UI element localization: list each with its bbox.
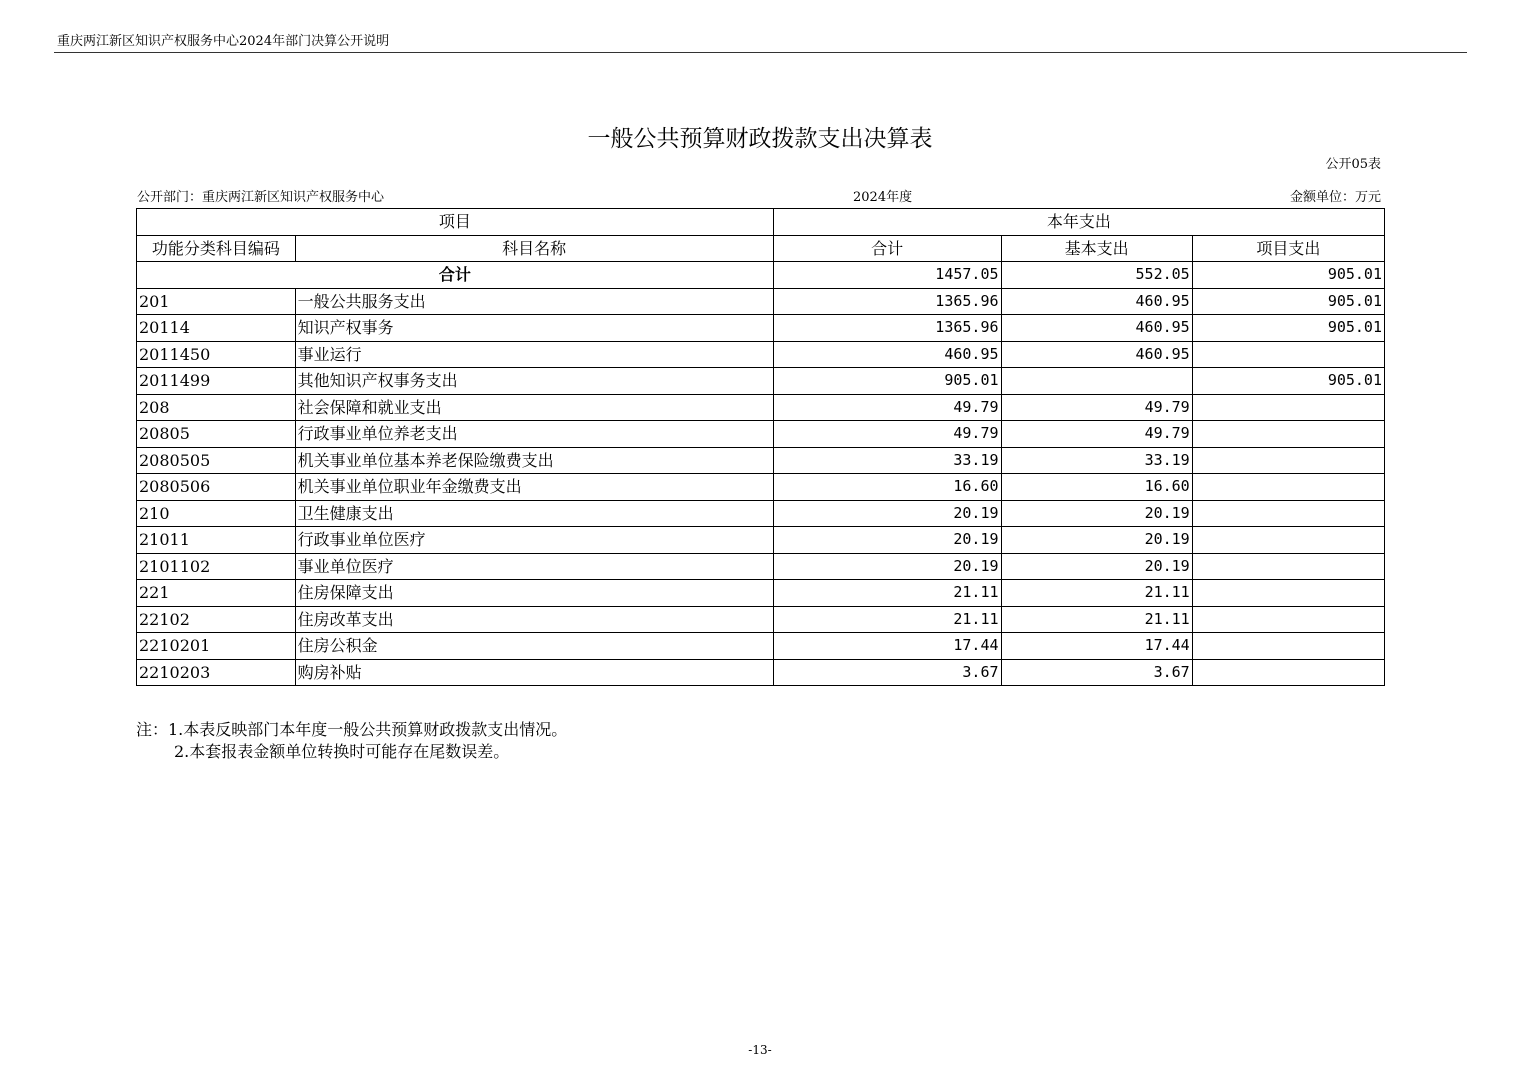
table-row [137,447,1385,474]
subject-name-cell: 购房补贴 [295,659,773,686]
footnotes [136,719,567,763]
total-row-label: 合计 [137,262,774,289]
subject-name-cell: 知识产权事务 [295,315,773,342]
subject-name-cell: 住房公积金 [295,633,773,660]
total-amount-cell: 17.44 [773,633,1001,660]
subject-code-cell: 210 [137,500,296,527]
basic-amount-cell: 21.11 [1001,606,1192,633]
basic-amount-cell [1001,368,1192,395]
table-row [137,606,1385,633]
subject-code-cell: 2011450 [137,341,296,368]
name-column-header: 科目名称 [295,235,773,262]
project-amount-cell [1192,447,1384,474]
subject-name-cell: 住房保障支出 [295,580,773,607]
subject-code-cell: 22102 [137,606,296,633]
subject-code-cell: 2080505 [137,447,296,474]
column-header-row [137,235,1385,262]
basic-amount-cell: 33.19 [1001,447,1192,474]
total-row-basic: 552.05 [1001,262,1192,289]
table-row [137,580,1385,607]
project-column-header: 项目支出 [1192,235,1384,262]
table-row [137,288,1385,315]
total-amount-cell: 21.11 [773,580,1001,607]
fiscal-year: 2024年度 [853,190,913,205]
subject-name-cell: 住房改革支出 [295,606,773,633]
table-row [137,474,1385,501]
total-amount-cell: 49.79 [773,394,1001,421]
subject-code-cell: 221 [137,580,296,607]
subject-name-cell: 行政事业单位养老支出 [295,421,773,448]
project-amount-cell [1192,553,1384,580]
project-amount-cell [1192,633,1384,660]
basic-amount-cell: 460.95 [1001,315,1192,342]
total-amount-cell: 3.67 [773,659,1001,686]
table-row [137,341,1385,368]
total-amount-cell: 16.60 [773,474,1001,501]
project-amount-cell [1192,474,1384,501]
total-amount-cell: 1365.96 [773,315,1001,342]
subject-code-cell: 2210201 [137,633,296,660]
current-year-group-header: 本年支出 [773,209,1384,236]
table-row [137,315,1385,342]
footnote-2: 2.本套报表金额单位转换时可能存在尾数误差。 [174,742,510,761]
department-label: 公开部门：重庆两江新区知识产权服务中心 [137,190,385,205]
total-amount-cell: 905.01 [773,368,1001,395]
total-amount-cell: 460.95 [773,341,1001,368]
subject-name-cell: 事业单位医疗 [295,553,773,580]
total-row-project: 905.01 [1192,262,1384,289]
basic-amount-cell: 20.19 [1001,500,1192,527]
basic-amount-cell: 16.60 [1001,474,1192,501]
total-amount-cell: 49.79 [773,421,1001,448]
basic-amount-cell: 460.95 [1001,341,1192,368]
header-divider [54,52,1467,53]
expenditure-table [136,208,1385,686]
basic-amount-cell: 49.79 [1001,421,1192,448]
basic-amount-cell: 460.95 [1001,288,1192,315]
project-amount-cell [1192,606,1384,633]
project-amount-cell [1192,580,1384,607]
table-row [137,527,1385,554]
subject-code-cell: 2080506 [137,474,296,501]
page-title: 一般公共预算财政拨款支出决算表 [587,126,933,152]
subject-code-cell: 201 [137,288,296,315]
subject-name-cell: 社会保障和就业支出 [295,394,773,421]
page-number: -13- [748,1043,772,1057]
basic-amount-cell: 20.19 [1001,553,1192,580]
amount-unit: 金额单位：万元 [1289,190,1381,205]
project-amount-cell [1192,421,1384,448]
basic-amount-cell: 49.79 [1001,394,1192,421]
total-amount-cell: 20.19 [773,500,1001,527]
item-group-header: 项目 [137,209,774,236]
basic-amount-cell: 20.19 [1001,527,1192,554]
total-column-header: 合计 [773,235,1001,262]
subject-name-cell: 机关事业单位职业年金缴费支出 [295,474,773,501]
subject-code-cell: 2210203 [137,659,296,686]
subject-name-cell: 行政事业单位医疗 [295,527,773,554]
footnote-1: 注：1.本表反映部门本年度一般公共预算财政拨款支出情况。 [136,720,568,739]
running-header: 重庆两江新区知识产权服务中心2024年部门决算公开说明 [57,34,390,49]
subject-code-cell: 2101102 [137,553,296,580]
subject-name-cell: 机关事业单位基本养老保险缴费支出 [295,447,773,474]
subject-code-cell: 208 [137,394,296,421]
subject-name-cell: 其他知识产权事务支出 [295,368,773,395]
total-amount-cell: 1365.96 [773,288,1001,315]
subject-code-cell: 20114 [137,315,296,342]
basic-column-header: 基本支出 [1001,235,1192,262]
table-row [137,500,1385,527]
basic-amount-cell: 3.67 [1001,659,1192,686]
project-amount-cell: 905.01 [1192,368,1384,395]
table-code: 公开05表 [1325,157,1381,172]
total-row [137,262,1385,289]
project-amount-cell [1192,500,1384,527]
subject-name-cell: 一般公共服务支出 [295,288,773,315]
project-amount-cell [1192,341,1384,368]
total-amount-cell: 33.19 [773,447,1001,474]
subject-code-cell: 21011 [137,527,296,554]
project-amount-cell [1192,394,1384,421]
total-amount-cell: 20.19 [773,553,1001,580]
table-row [137,421,1385,448]
basic-amount-cell: 21.11 [1001,580,1192,607]
subject-name-cell: 卫生健康支出 [295,500,773,527]
table-meta [137,186,1381,204]
project-amount-cell [1192,659,1384,686]
subject-code-cell: 20805 [137,421,296,448]
total-amount-cell: 20.19 [773,527,1001,554]
code-column-header: 功能分类科目编码 [137,235,296,262]
table-row [137,368,1385,395]
total-row-total: 1457.05 [773,262,1001,289]
table-row [137,633,1385,660]
basic-amount-cell: 17.44 [1001,633,1192,660]
subject-code-cell: 2011499 [137,368,296,395]
table-row [137,553,1385,580]
project-amount-cell [1192,527,1384,554]
subject-name-cell: 事业运行 [295,341,773,368]
total-amount-cell: 21.11 [773,606,1001,633]
group-header-row [137,209,1385,236]
project-amount-cell: 905.01 [1192,315,1384,342]
table-row [137,659,1385,686]
table-row [137,394,1385,421]
project-amount-cell: 905.01 [1192,288,1384,315]
